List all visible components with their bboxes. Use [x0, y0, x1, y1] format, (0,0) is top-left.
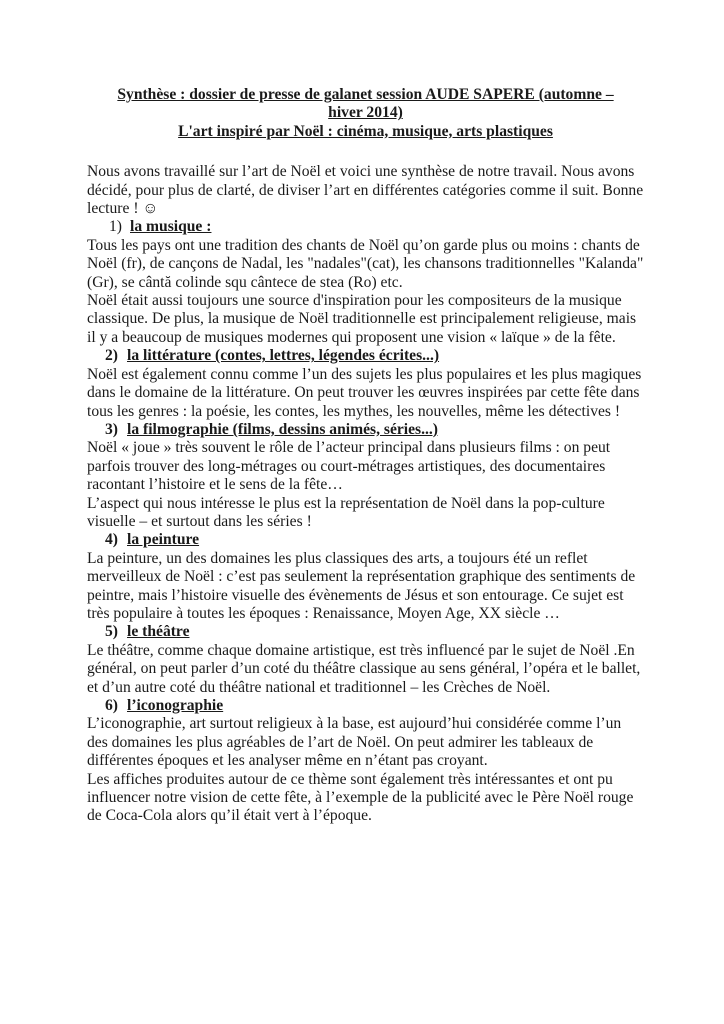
section-heading-iconographie [87, 697, 644, 715]
section-number: 2) [105, 347, 118, 365]
title-line-3: L'art inspiré par Noël : cinéma, musique, arts plastiques [178, 122, 553, 140]
document-page [87, 86, 644, 826]
section-heading-peinture [87, 531, 644, 549]
section-paragraph: Les affiches produites autour de ce thème sont également très intéressantes et ont pu influencer notre vision de cette fête, à l’exemple de la publicité avec le Père Noël rouge de Coca-Cola alors qu’il était vert à l’époque. [87, 770, 634, 825]
section-heading-musique [87, 218, 644, 236]
document-title [87, 86, 644, 141]
section-number: 3) [105, 420, 118, 438]
section-paragraph: La peinture, un des domaines les plus classiques des arts, a toujours été un reflet merveilleux de Noël : c’est pas seulement la représentation graphique des sentiments de peintre, mais l’histoire visuelle des évènements de Jésus et son entourage. Ce sujet est très populaire à toutes les époques : Renaissance, Moyen Age, XX siècle … [87, 549, 636, 622]
title-line-1: Synthèse : dossier de presse de galanet session AUDE SAPERE (automne – [117, 86, 614, 103]
section-heading-filmographie [87, 421, 644, 439]
section-paragraph: Noël était aussi toujours une source d'inspiration pour les compositeurs de la musique classique. De plus, la musique de Noël traditionnelle est principalement religieuse, mais il y a beaucoup de musiques modernes qui proposent une vision « laïque » de la fête. [87, 292, 637, 346]
section-paragraph: L’iconographie, art surtout religieux à la base, est aujourd’hui considérée comme l’un des domaines les plus agréables de l’art de Noël. On peut admirer les tableaux de différentes époques et les analyser même en n’étant pas croyant. [87, 715, 622, 770]
section-label: la peinture [127, 531, 200, 549]
section-label: la musique : [130, 218, 212, 236]
section-heading-litterature [87, 347, 644, 365]
section-label: la littérature (contes, lettres, légendes écrites...) [127, 347, 440, 365]
title-line-2: hiver 2014) [328, 104, 403, 122]
section-label: la filmographie (films, dessins animés, séries...) [127, 420, 438, 438]
section-number: 1) [109, 218, 122, 236]
section-paragraph: Le théâtre, comme chaque domaine artistique, est très influencé par le sujet de Noël .En général, on peut parler d’un coté du théâtre classique au sens général, l’opéra et le ballet, et d’un autre coté du théâtre national et traditionnel – les Crèches de Noël. [87, 641, 641, 696]
section-heading-theatre [87, 623, 644, 641]
section-paragraph: L’aspect qui nous intéresse le plus est la représentation de Noël dans la pop-culture visuelle – et surtout dans les séries ! [87, 494, 605, 530]
section-label: le théâtre [127, 623, 190, 641]
section-number: 5) [105, 623, 118, 641]
section-number: 6) [105, 697, 118, 714]
section-paragraph: Tous les pays ont une tradition des chants de Noël qu’on garde plus ou moins : chants de Noël (fr), de cançons de Nadal, les "nadales"(cat), les chansons traditionnelles "Kalanda" (Gr), se cântă colinde squ cântece de stea (Ro) etc. [87, 236, 644, 291]
intro-paragraph: Nous avons travaillé sur l’art de Noël et voici une synthèse de notre travail. Nous avons décidé, pour plus de clarté, de diviser l’art en différentes catégories comme il suit. Bonne lecture ! ☺ [87, 163, 644, 218]
section-paragraph: Noël « joue » très souvent le rôle de l’acteur principal dans plusieurs films : on peut parfois trouver des long-métrages ou court-métrages artistiques, des documentaires racontant l’histoire et le sens de la fête… [87, 439, 611, 494]
section-number: 4) [105, 531, 118, 549]
section-label: l’iconographie [127, 697, 224, 714]
section-paragraph: Noël est également connu comme l’un des sujets les plus populaires et les plus magiques dans le domaine de la littérature. On peut trouver les œuvres inspirées par cette fête dans tous les genres : la poésie, les contes, les mythes, les nouvelles, même les détectives ! [87, 365, 642, 420]
